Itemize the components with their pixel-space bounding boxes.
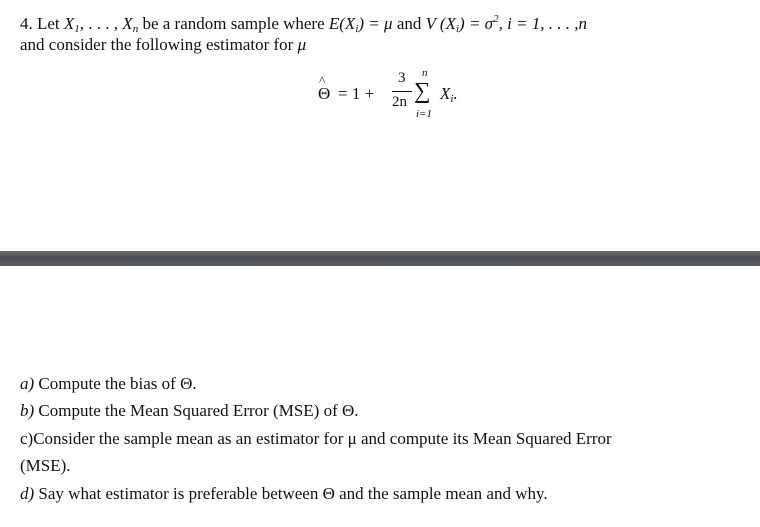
question-label: c) xyxy=(20,429,34,448)
sum-lower-limit: i=1 xyxy=(416,108,432,120)
sample-first: $X_1$ xyxy=(63,14,80,35)
sum-sign: ∑ xyxy=(414,78,431,103)
fraction-bar xyxy=(392,91,412,92)
summand: $X_i$. xyxy=(440,84,458,105)
question-text: Compute the Mean Squared Error (MSE) of Θ xyxy=(38,401,355,420)
question-a: a) Compute the bias of Θ. xyxy=(20,374,197,393)
question-label: b) xyxy=(20,401,35,420)
fraction-numerator: 3 xyxy=(398,70,406,86)
question-d xyxy=(20,484,548,504)
estimator-formula xyxy=(318,64,498,124)
theta-hat: ^ Θ xyxy=(318,73,331,103)
question-text: Say what estimator is preferable between Θ and the sample mean and why. xyxy=(38,484,548,503)
question-c xyxy=(20,429,612,449)
index-range: , i = 1, . . . ,n xyxy=(498,14,588,33)
question-label: a) xyxy=(20,374,35,393)
fraction-denominator: 2n xyxy=(392,94,407,110)
question-b: b) Compute the Mean Squared Error (MSE) of Θ. xyxy=(20,401,359,420)
equals-one-plus: = 1 + xyxy=(338,84,375,103)
and-text: and xyxy=(396,14,422,33)
divider-bar xyxy=(0,251,760,266)
question-c-continued xyxy=(20,456,71,476)
problem-number: 4. Let xyxy=(20,14,60,33)
intro-text: be a random sample where xyxy=(142,14,325,33)
question-text: (MSE). xyxy=(20,456,71,475)
sample-last: $X_n$ xyxy=(122,14,139,35)
expectation-expression: $E(X_i) = \mu$ xyxy=(328,14,393,35)
sample-dots: , . . . , xyxy=(79,14,119,33)
line2-text: and consider the following estimator for xyxy=(20,35,294,54)
question-label: d) xyxy=(20,484,35,503)
problem-statement-line-2 xyxy=(20,35,306,55)
variance-expression: V $(X_i) = \sigma^2$ xyxy=(425,13,499,35)
sum-upper-limit: n xyxy=(422,67,428,79)
question-text: Compute the bias of Θ xyxy=(38,374,193,393)
mu-symbol: μ xyxy=(297,35,307,54)
question-text: Consider the sample mean as an estimator for μ and compute its Mean Squared Error xyxy=(33,429,612,448)
